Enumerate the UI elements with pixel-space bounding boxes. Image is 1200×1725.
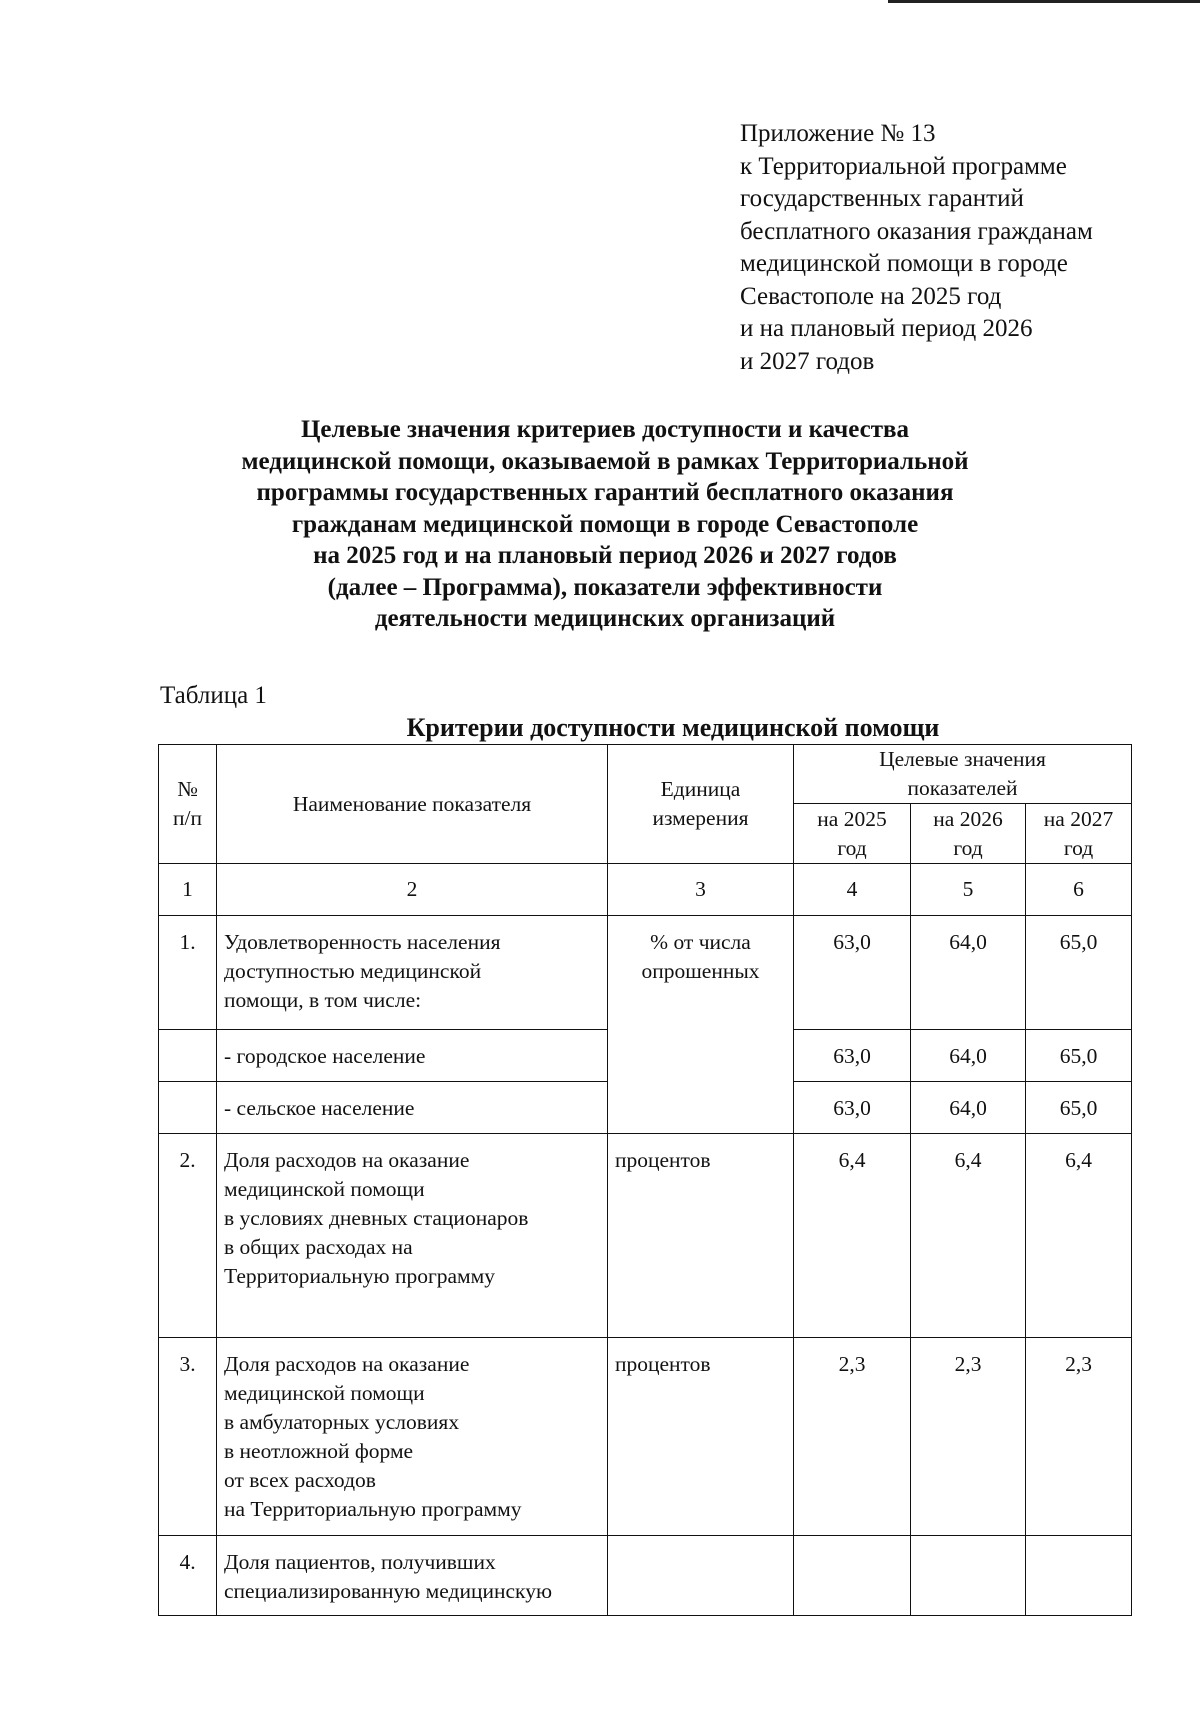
value-2026: 64,0 [911, 1082, 1026, 1134]
row-number: 2. [159, 1134, 217, 1338]
header-unit: Единица измерения [608, 745, 794, 864]
appendix-line: медицинской помощи в городе [740, 250, 1068, 277]
criteria-table [158, 744, 1132, 1616]
value-2027: 65,0 [1026, 1030, 1132, 1082]
indicator-name: - сельское население [217, 1082, 608, 1134]
unit-of-measure: процентов [608, 1134, 794, 1338]
column-number: 4 [794, 864, 911, 916]
value-2025: 63,0 [794, 1082, 911, 1134]
value-2027: 2,3 [1026, 1338, 1132, 1536]
column-numbers-row [159, 864, 1132, 916]
value-2025: 63,0 [794, 916, 911, 1030]
appendix-line: и на плановый период 2026 [740, 315, 1033, 342]
unit-of-measure [608, 1536, 794, 1616]
column-number: 3 [608, 864, 794, 916]
header-row [159, 745, 1132, 804]
title-line: Целевые значения критериев доступности и качества [300, 416, 910, 443]
value-2025: 6,4 [794, 1134, 911, 1338]
scan-edge-line [888, 0, 1200, 3]
header-target-values: Целевые значения показателей [794, 745, 1132, 804]
column-number: 2 [217, 864, 608, 916]
header-year-2027: на 2027 год [1026, 804, 1132, 864]
indicator-name: Доля пациентов, получивших специализированную медицинскую [217, 1536, 608, 1616]
value-2026: 64,0 [911, 1030, 1026, 1082]
row-number: 4. [159, 1536, 217, 1616]
unit-of-measure: процентов [608, 1338, 794, 1536]
header-year-2025: на 2025 год [794, 804, 911, 864]
appendix-line: государственных гарантий [740, 185, 1024, 212]
table-caption: Критерии доступности медицинской помощи [406, 713, 940, 742]
row-number: 1. [159, 916, 217, 1030]
value-2025: 63,0 [794, 1030, 911, 1082]
header-number: № п/п [159, 745, 217, 864]
title-line: программы государственных гарантий бесплатного оказания [256, 479, 954, 506]
appendix-line: Приложение № 13 [740, 120, 936, 147]
value-2026: 64,0 [911, 916, 1026, 1030]
value-2026: 6,4 [911, 1134, 1026, 1338]
unit-of-measure: % от числа опрошенных [608, 916, 794, 1134]
table-row [159, 1536, 1132, 1616]
document-title [180, 414, 1030, 635]
column-number: 1 [159, 864, 217, 916]
title-line: на 2025 год и на плановый период 2026 и 2027 годов [313, 542, 897, 569]
value-2027: 65,0 [1026, 916, 1132, 1030]
value-2025 [794, 1536, 911, 1616]
table-row [159, 916, 1132, 1030]
appendix-line: и 2027 годов [740, 347, 875, 375]
appendix-line: бесплатного оказания гражданам [740, 217, 1093, 245]
table-row [159, 1134, 1132, 1338]
indicator-name: Доля расходов на оказание медицинской помощи в амбулаторных условиях в неотложной форме от всех расходов на Территориальную программу [217, 1338, 608, 1536]
indicator-name: Удовлетворенность населения доступностью медицинской помощи, в том числе: [217, 916, 608, 1030]
table-label: Таблица 1 [160, 682, 267, 709]
title-line: медицинской помощи, оказываемой в рамках Территориальной [241, 447, 969, 475]
value-2027: 65,0 [1026, 1082, 1132, 1134]
value-2025: 2,3 [794, 1338, 911, 1536]
column-number: 5 [911, 864, 1026, 916]
value-2027: 6,4 [1026, 1134, 1132, 1338]
appendix-line: Севастополе на 2025 год [740, 282, 1002, 310]
row-number-empty [159, 1082, 217, 1134]
value-2026 [911, 1536, 1026, 1616]
title-line: (далее – Программа), показатели эффективности [327, 573, 883, 601]
value-2027 [1026, 1536, 1132, 1616]
header-year-2026: на 2026 год [911, 804, 1026, 864]
row-number-empty [159, 1030, 217, 1082]
indicator-name: - городское население [217, 1030, 608, 1082]
value-2026: 2,3 [911, 1338, 1026, 1536]
table-row [159, 1338, 1132, 1536]
appendix-line: к Территориальной программе [740, 152, 1067, 180]
row-number: 3. [159, 1338, 217, 1536]
title-line: деятельности медицинских организаций [374, 605, 836, 632]
indicator-name: Доля расходов на оказание медицинской помощи в условиях дневных стационаров в общих расходах на Территориальную программу [217, 1134, 608, 1338]
column-number: 6 [1026, 864, 1132, 916]
appendix-heading [740, 118, 1180, 378]
header-name: Наименование показателя [217, 745, 608, 864]
title-line: гражданам медицинской помощи в городе Севастополе [291, 510, 919, 538]
